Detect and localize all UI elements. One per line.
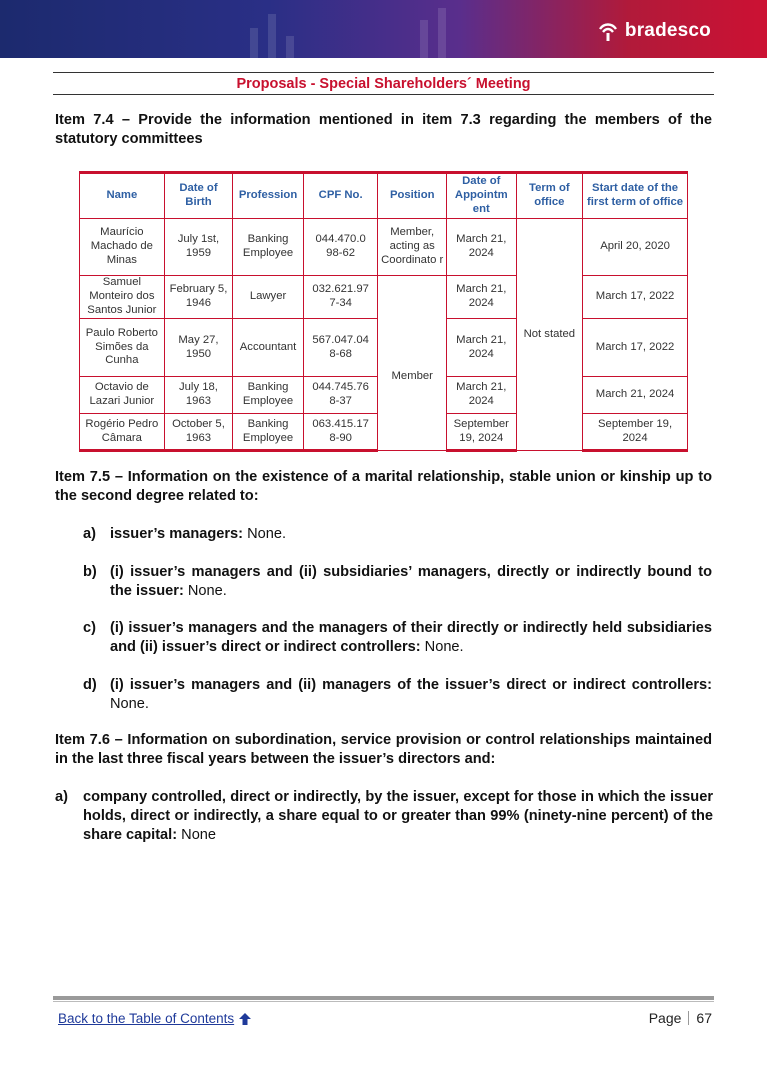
column-header: Date of Birth <box>164 173 233 219</box>
bradesco-logo-icon <box>597 20 619 42</box>
footer-rule-thin <box>53 1001 714 1002</box>
page-number <box>649 1010 712 1026</box>
cell-start-date: September 19, 2024 <box>583 414 688 451</box>
list-item-bold: issuer’s managers: <box>110 526 244 542</box>
list-item-value: None. <box>110 696 149 712</box>
list-item-label: a) <box>55 789 68 805</box>
item-7-5-heading: Item 7.5 – Information on the existence of a marital relationship, stable union or kinship up to the second degree related to: <box>55 469 712 504</box>
column-header: Position <box>378 173 447 219</box>
list-item-label: a) <box>83 526 96 542</box>
arrow-up-icon <box>238 1012 252 1026</box>
column-header: Date of Appointm ent <box>447 173 517 219</box>
brand-name: bradesco <box>624 20 711 41</box>
column-header: Name <box>80 173 165 219</box>
header-rule-bottom <box>53 94 714 95</box>
header-rule-top <box>53 72 714 73</box>
page-separator <box>688 1011 689 1025</box>
committee-table <box>79 171 688 452</box>
cell-appointment: March 21, 2024 <box>447 276 517 319</box>
cell-position: Member, acting as Coordinato r <box>378 219 447 276</box>
list-item-bold: (i) issuer’s managers and (ii) managers of the issuer’s direct or indirect controllers: <box>110 677 712 693</box>
cell-name: Octavio de Lazari Junior <box>80 377 165 414</box>
cell-appointment: March 21, 2024 <box>447 219 517 276</box>
cell-name: Samuel Monteiro dos Santos Junior <box>80 276 165 319</box>
cell-cpf: 063.415.17 8-90 <box>303 414 378 451</box>
item-7-4-heading: Item 7.4 – Provide the information mentioned in item 7.3 regarding the members of the statutory committees <box>55 112 712 147</box>
cell-cpf: 044.745.76 8-37 <box>303 377 378 414</box>
cell-position: Member <box>378 276 447 451</box>
back-to-toc-label: Back to the Table of Contents <box>58 1011 235 1026</box>
column-header: CPF No. <box>303 173 378 219</box>
page-label: Page <box>648 1010 682 1026</box>
list-item-text <box>110 676 712 714</box>
cell-term-of-office: Not stated <box>516 219 583 451</box>
cell-dob: July 18, 1963 <box>164 377 233 414</box>
list-item-bold: (i) issuer’s managers and (ii) subsidiaries’ managers, directly or indirectly bound to the issuer: <box>110 564 712 599</box>
cell-start-date: March 21, 2024 <box>583 377 688 414</box>
list-item-text <box>110 525 712 544</box>
list-item-value: None. <box>183 583 227 599</box>
cell-cpf: 044.470.0 98-62 <box>303 219 378 276</box>
list-item-text <box>110 563 712 601</box>
table-row <box>80 276 688 319</box>
table-header-row <box>80 173 688 219</box>
list-item-bold: company controlled, direct or indirectly, by the issuer, except for those in which the issuer holds, direct or indirectly, a share equal to or greater than 99% (ninety-nine percent) of the share capital: <box>83 789 713 843</box>
page-number-value: 67 <box>696 1010 712 1026</box>
cell-start-date: March 17, 2022 <box>583 276 688 319</box>
list-item-text <box>83 788 713 845</box>
cell-start-date: March 17, 2022 <box>583 319 688 377</box>
cell-profession: Banking Employee <box>233 414 304 451</box>
list-item-label: c) <box>83 620 96 636</box>
cell-profession: Lawyer <box>233 276 304 319</box>
cell-cpf: 032.621.97 7-34 <box>303 276 378 319</box>
list-item-value: None. <box>420 639 464 655</box>
cell-profession: Accountant <box>233 319 304 377</box>
cell-dob: October 5, 1963 <box>164 414 233 451</box>
header-banner <box>0 0 767 58</box>
cell-appointment: March 21, 2024 <box>447 319 517 377</box>
cell-appointment: September 19, 2024 <box>447 414 517 451</box>
cell-start-date: April 20, 2020 <box>583 219 688 276</box>
column-header: Start date of the first term of office <box>583 173 688 219</box>
cell-dob: May 27, 1950 <box>164 319 233 377</box>
list-item-value: None. <box>243 526 287 542</box>
cell-name: Paulo Roberto Simões da Cunha <box>80 319 165 377</box>
cell-dob: July 1st, 1959 <box>164 219 233 276</box>
column-header: Term of office <box>516 173 583 219</box>
cell-profession: Banking Employee <box>233 219 304 276</box>
list-item-bold: (i) issuer’s managers and the managers of their directly or indirectly held subsidiaries and (ii) issuer’s direct or indirect controllers: <box>110 620 712 655</box>
bradesco-logo <box>597 20 711 42</box>
page-title: Proposals - Special Shareholders´ Meeting <box>236 76 531 92</box>
cell-name: Maurício Machado de Minas <box>80 219 165 276</box>
cell-cpf: 567.047.04 8-68 <box>303 319 378 377</box>
list-item-value: None <box>177 827 217 843</box>
cell-name: Rogério Pedro Câmara <box>80 414 165 451</box>
list-item-label: b) <box>83 564 97 580</box>
item-7-6-heading: Item 7.6 – Information on subordination, service provision or control relationships maintained in the last three fiscal years between the issuer’s directors and: <box>55 732 712 767</box>
footer-rule <box>53 996 714 1000</box>
back-to-toc-link[interactable] <box>58 1011 252 1026</box>
cell-profession: Banking Employee <box>233 377 304 414</box>
list-item-text <box>110 619 712 657</box>
column-header: Profession <box>233 173 304 219</box>
cell-dob: February 5, 1946 <box>164 276 233 319</box>
list-item-label: d) <box>83 677 97 693</box>
table-row <box>80 219 688 276</box>
cell-appointment: March 21, 2024 <box>447 377 517 414</box>
